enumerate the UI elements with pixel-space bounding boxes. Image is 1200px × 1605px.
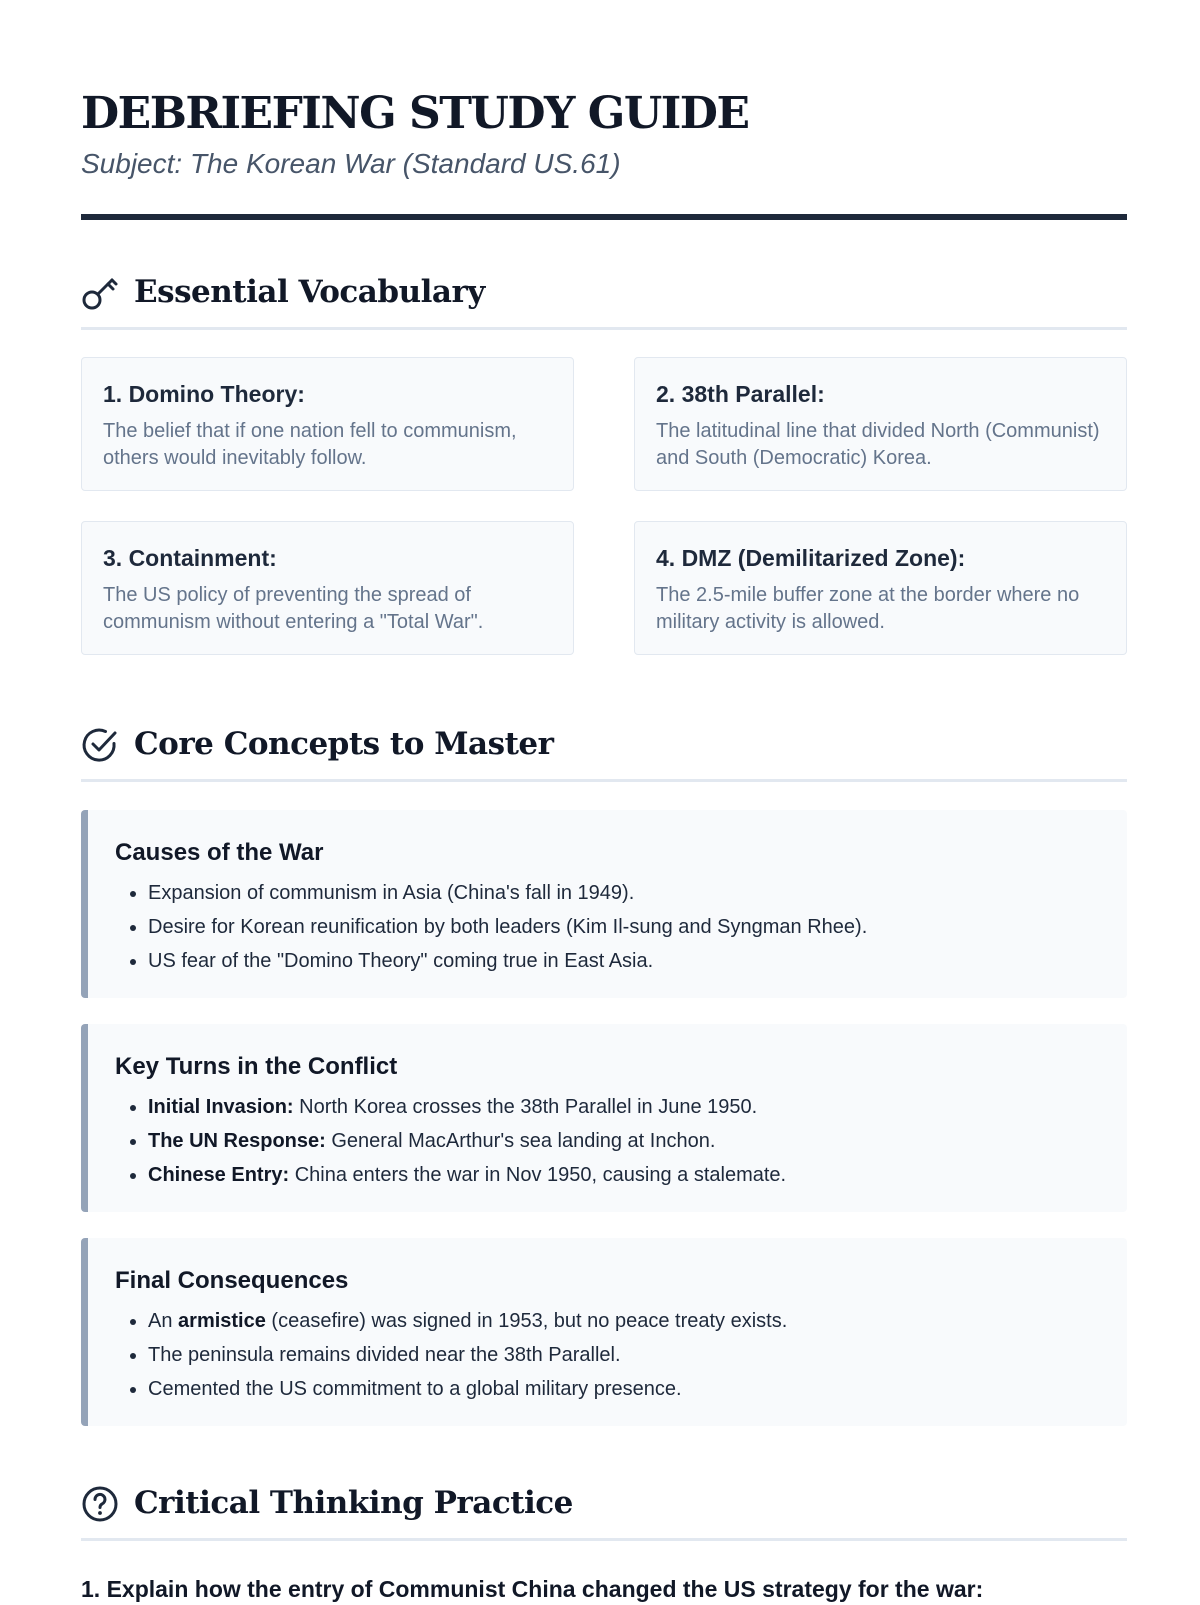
vocab-term: 1. Domino Theory: bbox=[103, 381, 305, 407]
item-text: China enters the war in Nov 1950, causing a stalemate. bbox=[289, 1164, 787, 1186]
section-header-vocabulary bbox=[81, 272, 1127, 312]
section-divider bbox=[81, 1538, 1127, 1541]
concept-card-key-turns bbox=[81, 1024, 1127, 1212]
list-item bbox=[148, 1090, 1107, 1124]
list-item bbox=[148, 1304, 1107, 1338]
item-lead: Chinese Entry: bbox=[148, 1164, 290, 1186]
section-heading-vocabulary: Essential Vocabulary bbox=[134, 274, 485, 310]
vocab-card-containment bbox=[81, 521, 574, 655]
page-subtitle: Subject: The Korean War (Standard US.61) bbox=[81, 148, 621, 179]
check-circle-icon bbox=[81, 726, 119, 764]
concept-title: Causes of the War bbox=[115, 839, 324, 866]
key-icon bbox=[81, 274, 119, 312]
concept-list bbox=[115, 876, 1107, 978]
concept-title: Key Turns in the Conflict bbox=[115, 1053, 398, 1080]
list-item bbox=[148, 910, 1107, 944]
item-text: Expansion of communism in Asia (China's fall in 1949). bbox=[148, 882, 635, 904]
title-divider bbox=[81, 214, 1127, 220]
question-circle-icon bbox=[81, 1485, 119, 1523]
item-lead: The UN Response: bbox=[148, 1130, 326, 1152]
section-header-practice bbox=[81, 1483, 1127, 1523]
vocab-definition: The US policy of preventing the spread of communism without entering a "Total War". bbox=[103, 584, 484, 633]
page-title: DEBRIEFING STUDY GUIDE bbox=[81, 88, 749, 139]
section-heading-concepts: Core Concepts to Master bbox=[134, 726, 554, 762]
item-text: Desire for Korean reunification by both leaders (Kim Il-sung and Syngman Rhee). bbox=[148, 916, 868, 938]
section-heading-practice: Critical Thinking Practice bbox=[134, 1485, 573, 1521]
item-lead: Initial Invasion: bbox=[148, 1096, 294, 1118]
vocab-definition: The 2.5-mile buffer zone at the border where no military activity is allowed. bbox=[656, 584, 1080, 633]
list-item bbox=[148, 1158, 1107, 1192]
vocab-definition: The latitudinal line that divided North (Communist) and South (Democratic) Korea. bbox=[656, 420, 1100, 469]
concept-list bbox=[115, 1090, 1107, 1192]
practice-question: 1. Explain how the entry of Communist China changed the US strategy for the war: bbox=[81, 1576, 984, 1602]
list-item bbox=[148, 1124, 1107, 1158]
vocab-term: 3. Containment: bbox=[103, 545, 277, 571]
vocab-definition: The belief that if one nation fell to communism, others would inevitably follow. bbox=[103, 420, 517, 469]
item-text: US fear of the "Domino Theory" coming true in East Asia. bbox=[148, 950, 654, 972]
section-divider bbox=[81, 327, 1127, 330]
item-text: General MacArthur's sea landing at Inchon. bbox=[325, 1130, 716, 1152]
vocab-card-domino-theory bbox=[81, 357, 574, 491]
item-text: Cemented the US commitment to a global military presence. bbox=[148, 1378, 682, 1400]
list-item bbox=[148, 1372, 1107, 1406]
item-text: (ceasefire) was signed in 1953, but no peace treaty exists. bbox=[265, 1310, 788, 1332]
concept-card-causes bbox=[81, 810, 1127, 998]
vocab-term: 2. 38th Parallel: bbox=[656, 381, 825, 407]
concept-list bbox=[115, 1304, 1107, 1406]
concept-card-consequences bbox=[81, 1238, 1127, 1426]
concept-title: Final Consequences bbox=[115, 1267, 349, 1294]
item-text: An bbox=[148, 1310, 179, 1332]
item-text: The peninsula remains divided near the 38th Parallel. bbox=[148, 1344, 621, 1366]
vocab-card-dmz bbox=[634, 521, 1127, 655]
section-divider bbox=[81, 779, 1127, 782]
section-header-concepts bbox=[81, 724, 1127, 764]
item-emphasis: armistice bbox=[178, 1310, 266, 1332]
vocab-card-38th-parallel bbox=[634, 357, 1127, 491]
list-item bbox=[148, 876, 1107, 910]
item-text: North Korea crosses the 38th Parallel in June 1950. bbox=[293, 1096, 758, 1118]
list-item bbox=[148, 944, 1107, 978]
vocab-term: 4. DMZ (Demilitarized Zone): bbox=[656, 545, 966, 571]
list-item bbox=[148, 1338, 1107, 1372]
